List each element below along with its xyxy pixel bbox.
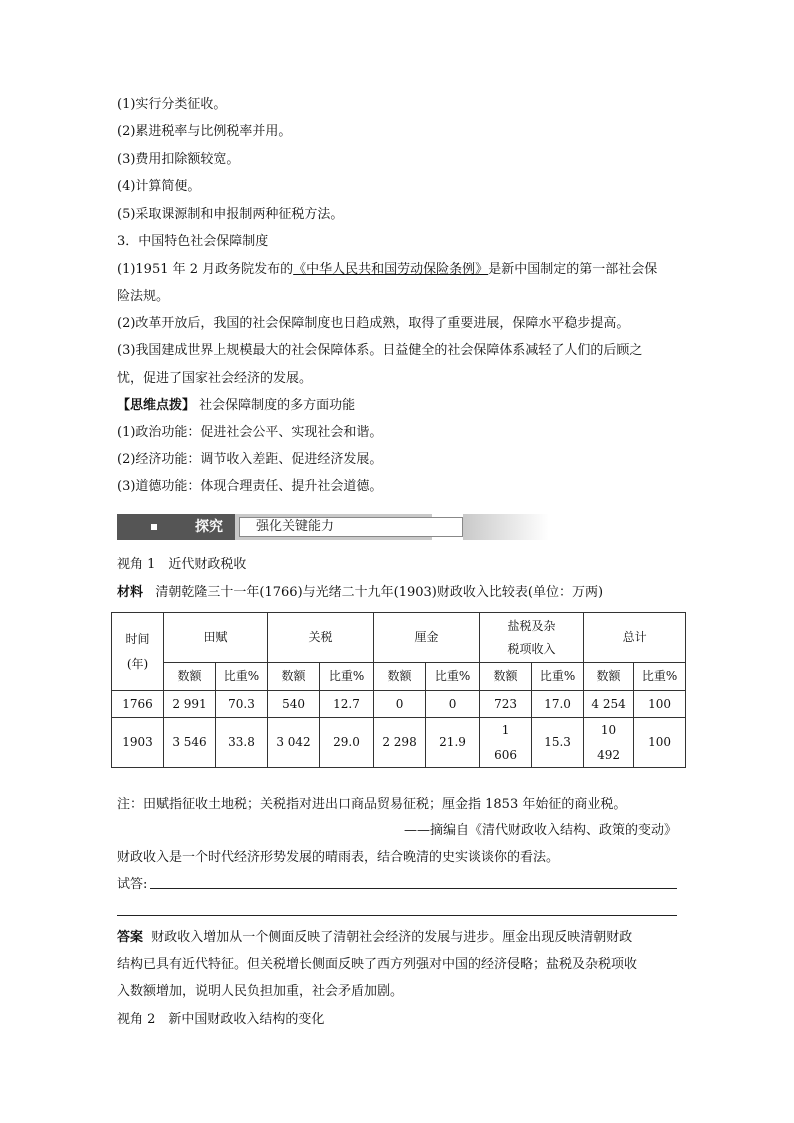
tax-feature-1: (1)实行分类征收。: [117, 97, 227, 112]
explore-tag: [117, 514, 235, 540]
material-text: 清朝乾隆三十一年(1766)与光绪二十九年(1903)财政收入比较表(单位：万两): [155, 585, 604, 600]
salt-amount-line2: 606: [494, 747, 517, 762]
table-cell: 540: [268, 691, 320, 718]
section3-p1: [117, 261, 657, 279]
total-amount-line1: 10: [600, 722, 617, 737]
salt-amount-line1: 1: [501, 722, 510, 737]
try-label: 试答:: [117, 877, 148, 892]
thinking-title: 社会保障制度的多方面功能: [199, 398, 356, 413]
answer-line1: [117, 929, 632, 947]
sub-amount: 数额: [374, 663, 426, 691]
angle2-title: 视角 2 新中国财政收入结构的变化: [117, 1012, 325, 1027]
header-salt-misc-line1: 盐税及杂: [507, 618, 556, 633]
section3-p1-suffix: 是新中国制定的第一部社会保: [488, 262, 658, 277]
row-year: 1903: [112, 718, 164, 768]
tax-feature-5: (5)采取课源制和申报制两种征税方法。: [117, 207, 344, 222]
table-cell: 3 546: [164, 718, 216, 768]
section-bar-fade: [463, 514, 549, 540]
sub-amount: 数额: [480, 663, 532, 691]
answer-label: 答案: [117, 930, 144, 945]
table-source: ——摘编自《清代财政收入结构、政策的变动》: [403, 823, 677, 838]
sub-ratio: 比重%: [634, 663, 686, 691]
thinking-label: 【思维点拨】: [117, 398, 196, 413]
header-total: 总计: [584, 613, 686, 663]
table-row: [112, 691, 686, 718]
table-cell-salt-amount: [480, 718, 532, 768]
square-bullet-icon: [151, 524, 157, 530]
table-cell: 100: [634, 691, 686, 718]
material-caption: [117, 584, 603, 602]
answer-line2: 结构已具有近代特征。但关税增长侧面反映了西方列强对中国的经济侵略；盐税及杂税项收: [117, 957, 638, 972]
table-cell: 29.0: [320, 718, 374, 768]
header-salt-misc-line2: 税项收入: [507, 641, 556, 656]
answer-text-1: 财政收入增加从一个侧面反映了清朝社会经济的发展与进步。厘金出现反映清朝财政: [151, 930, 633, 945]
sub-amount: 数额: [268, 663, 320, 691]
header-time: [112, 613, 164, 691]
section3-heading: 3．中国特色社会保障制度: [117, 234, 269, 249]
answer-input-line[interactable]: [150, 888, 677, 889]
thinking-item-1: (1)政治功能：促进社会公平、实现社会和谐。: [117, 425, 383, 440]
header-time-line2: (年): [126, 656, 149, 671]
explore-subtitle: 强化关键能力: [239, 517, 463, 537]
table-cell: 0: [426, 691, 480, 718]
divider: [117, 915, 677, 916]
table-cell: 70.3: [216, 691, 268, 718]
section3-p2: (2)改革开放后，我国的社会保障制度也日趋成熟，取得了重要进展，保障水平稳步提高。: [117, 316, 630, 331]
table-cell: 33.8: [216, 718, 268, 768]
sub-amount: 数额: [584, 663, 634, 691]
revenue-table: [111, 612, 686, 768]
table-cell: 12.7: [320, 691, 374, 718]
table-cell: 15.3: [532, 718, 584, 768]
section3-p3-line1: (3)我国建成世界上规模最大的社会保障体系。日益健全的社会保障体系减轻了人们的后顾之: [117, 343, 643, 358]
sub-ratio: 比重%: [426, 663, 480, 691]
table-cell: 3 042: [268, 718, 320, 768]
table-note: 注：田赋指征收土地税；关税指对进出口商品贸易征税；厘金指 1853 年始征的商业税。: [117, 797, 627, 812]
question-text: 财政收入是一个时代经济形势发展的晴雨表，结合晚清的史实谈谈你的看法。: [117, 850, 560, 865]
header-time-line1: 时间: [125, 631, 150, 646]
total-amount-line2: 492: [597, 747, 621, 762]
explore-section-bar: [117, 514, 432, 540]
thinking-item-3: (3)道德功能：体现合理责任、提升社会道德。: [117, 479, 383, 494]
section3-p1-prefix: (1)1951 年 2 月政务院发布的: [117, 262, 294, 277]
table-cell: 0: [374, 691, 426, 718]
thinking-item-2: (2)经济功能：调节收入差距、促进经济发展。: [117, 452, 383, 467]
header-customs: 关税: [268, 613, 374, 663]
labor-insurance-regulation-link: 《中华人民共和国劳动保险条例》: [293, 262, 489, 277]
tax-feature-3: (3)费用扣除额较宽。: [117, 152, 240, 167]
table-cell-total-amount: [584, 718, 634, 768]
header-land-tax: 田赋: [164, 613, 268, 663]
table-cell: 2 991: [164, 691, 216, 718]
tax-feature-4: (4)计算简便。: [117, 179, 201, 194]
material-label: 材料: [117, 585, 144, 600]
table-row: [112, 718, 686, 768]
table-cell: 17.0: [532, 691, 584, 718]
table-cell: 100: [634, 718, 686, 768]
table-cell: 2 298: [374, 718, 426, 768]
sub-ratio: 比重%: [320, 663, 374, 691]
header-lijin: 厘金: [374, 613, 480, 663]
section3-p3-line2: 忧，促进了国家社会经济的发展。: [117, 371, 313, 386]
sub-ratio: 比重%: [532, 663, 584, 691]
tax-feature-2: (2)累进税率与比例税率并用。: [117, 124, 292, 139]
header-salt-misc: [480, 613, 584, 663]
sub-ratio: 比重%: [216, 663, 268, 691]
angle1-title: 视角 1 近代财政税收: [117, 557, 247, 572]
explore-tag-label: 探究: [195, 519, 223, 535]
section3-p1-line2: 险法规。: [117, 289, 170, 304]
thinking-heading: [117, 397, 355, 415]
table-cell: 4 254: [584, 691, 634, 718]
table-cell: 723: [480, 691, 532, 718]
table-cell: 21.9: [426, 718, 480, 768]
sub-amount: 数额: [164, 663, 216, 691]
answer-line3: 入数额增加，说明人民负担加重，社会矛盾加剧。: [117, 984, 404, 999]
row-year: 1766: [112, 691, 164, 718]
